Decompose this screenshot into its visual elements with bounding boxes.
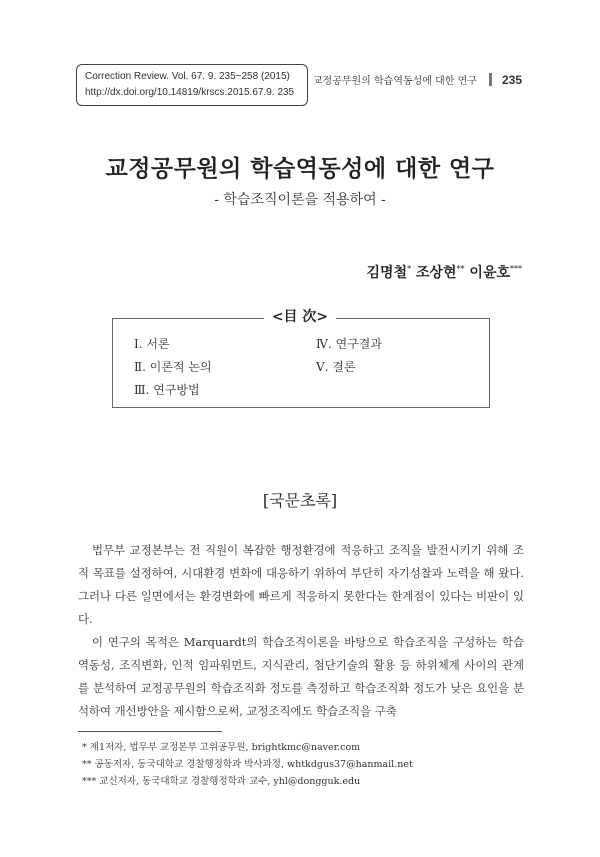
toc-heading: <目 次> — [264, 309, 336, 325]
footnotes — [82, 739, 413, 790]
toc-item: Ⅱ. 이론적 논의 — [134, 360, 212, 374]
author-mark: *** — [510, 264, 522, 274]
running-title: 교정공무원의 학습역동성에 대한 연구 — [312, 76, 477, 87]
abstract-paragraph: 이 연구의 목적은 Marquardt의 학습조직이론을 바탕으로 학습조직을 구성하는 학습역동성, 조직변화, 인적 임파워먼트, 지식관리, 첨단기술의 활용 등 하위체계 사이의 관계를 분석하여 교정공무원의 학습조직화 정도를 측정하고 학습조직화 정도가 낮은 요인을 분석하여 개선방안을 제시함으로써, 교정조직에도 학습조직을 구축 — [78, 635, 524, 718]
footnote: * 제1저자, 법무부 교정본부 고위공무원, brightkmc@naver.com — [82, 742, 361, 753]
author-name: 이윤호 — [469, 265, 510, 281]
abstract-body — [78, 539, 524, 723]
toc-item: Ⅰ. 서론 — [134, 337, 170, 351]
toc-item: Ⅳ. 연구결과 — [316, 337, 382, 351]
toc-item: Ⅲ. 연구방법 — [134, 383, 200, 397]
toc-column-right — [316, 333, 382, 379]
journal-citation-box — [76, 64, 308, 106]
toc-heading-wrap — [0, 306, 600, 326]
author-mark: * — [407, 264, 412, 274]
toc-item: Ⅴ. 결론 — [316, 360, 356, 374]
journal-citation: Correction Review. Vol. 67. 9. 235~258 (2015) — [85, 71, 290, 82]
author-mark: ** — [456, 264, 465, 274]
footnote: *** 교신저자, 동국대학교 경찰행정학과 교수, yhl@dongguk.edu — [82, 776, 361, 787]
paper-title: 교정공무원의 학습역동성에 대한 연구 — [105, 155, 495, 182]
page-number: 235 — [501, 72, 522, 87]
abstract-paragraph: 법무부 교정본부는 전 직원이 복잡한 행정환경에 적응하고 조직을 발전시키기 위해 조직 목표를 설정하여, 시대환경 변화에 대응하기 위하여 부단히 자기성찰과 노력을 해 왔다. 그러나 다른 일면에서는 환경변화에 빠르게 적응하지 못한다는 한계점이 있다는 비판이 있다. — [78, 543, 524, 626]
running-head — [313, 72, 522, 87]
author-name: 김명철 — [366, 265, 408, 281]
header-divider — [489, 73, 492, 86]
abstract-heading: [국문초록] — [262, 491, 338, 510]
toc-column-left — [134, 333, 212, 402]
paper-subtitle: - 학습조직이론을 적용하여 - — [214, 192, 386, 208]
author-name: 조상현 — [415, 265, 457, 281]
footnote: ** 공동저자, 동국대학교 경찰행정학과 박사과정, whtkdgus37@hanmail.net — [82, 759, 413, 770]
doi-link[interactable]: http://dx.doi.org/10.14819/krscs.2015.67.9. 235 — [85, 87, 295, 98]
footnote-divider — [78, 731, 222, 732]
author-list — [367, 262, 522, 282]
